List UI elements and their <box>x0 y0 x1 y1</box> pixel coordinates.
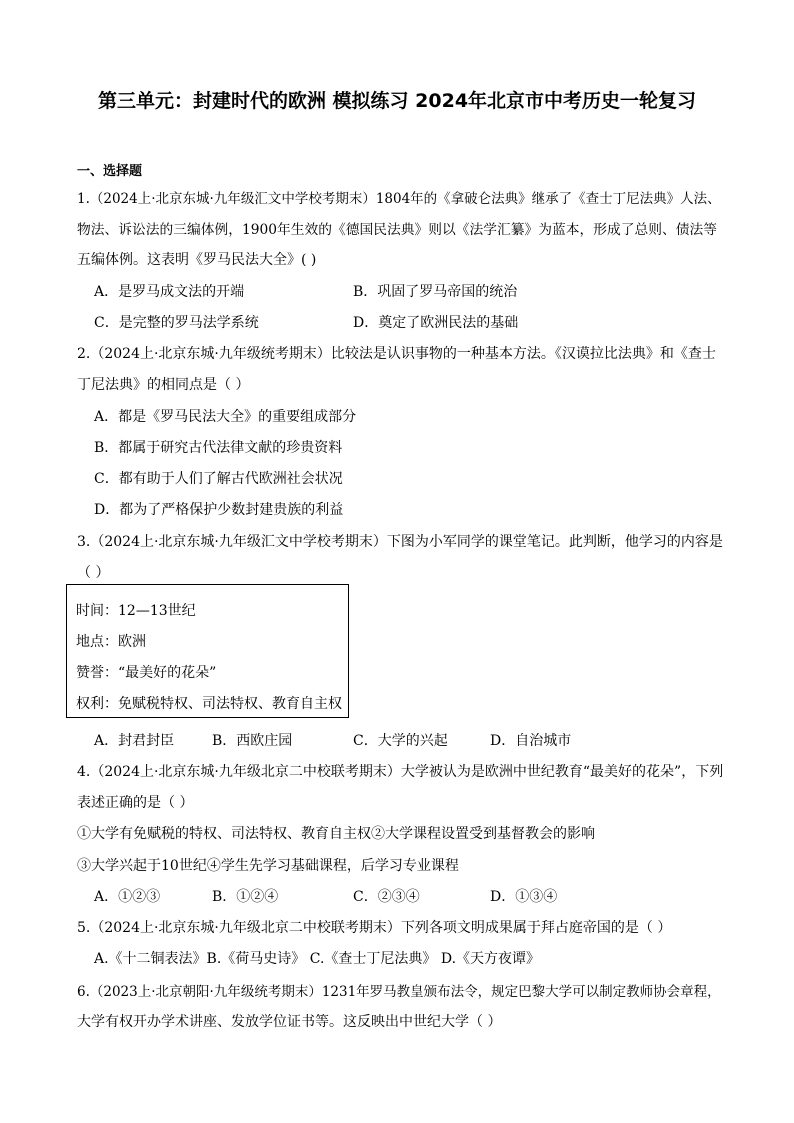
q1-stem-line2: 物法、诉讼法的三编体例，1900年生效的《德国民法典》则以《法学汇纂》为蓝本，形成了总则、债法等 <box>77 222 717 238</box>
q2-option-b[interactable]: B．都属于研究古代法律文献的珍贵资料 <box>94 440 343 456</box>
q1-option-d[interactable]: D．奠定了欧洲民法的基础 <box>353 315 519 331</box>
q2-option-d[interactable]: D．都为了严格保护少数封建贵族的利益 <box>94 502 344 518</box>
class-notes-box <box>66 584 349 718</box>
page-title: 第三单元：封建时代的欧洲 模拟练习 2024年北京市中考历史一轮复习 <box>97 90 697 112</box>
q6-stem-line1: 6.（2023上·北京朝阳·九年级统考期末）1231年罗马教皇颁布法令，规定巴黎大学可以制定教师协会章程， <box>77 984 721 1000</box>
q4-option-c[interactable]: C．②③④ <box>353 889 420 905</box>
q1-option-a[interactable]: A．是罗马成文法的开端 <box>94 284 245 300</box>
q4-option-d[interactable]: D．①③④ <box>490 889 558 905</box>
q2-option-a[interactable]: A．都是《罗马民法大全》的重要组成部分 <box>94 409 357 425</box>
q3-option-c[interactable]: C．大学的兴起 <box>353 733 448 749</box>
q1-stem-line3: 五编体例。这表明《罗马民法大全》( ) <box>77 252 317 268</box>
q6-stem-line2: 大学有权开办学术讲座、发放学位证书等。这反映出中世纪大学（ ） <box>77 1014 502 1030</box>
q3-option-b[interactable]: B．西欧庄园 <box>212 733 293 749</box>
q3-option-d[interactable]: D．自治城市 <box>490 733 572 749</box>
q3-stem-line2: （ ） <box>77 565 110 581</box>
q1-stem-line1: 1.（2024上·北京东城·九年级汇文中学校考期末）1804年的《拿破仑法典》继承了《查士丁尼法典》人法、 <box>77 191 721 207</box>
q3-stem-line1: 3.（2024上·北京东城·九年级汇文中学校考期末）下图为小军同学的课堂笔记。此判断，他学习的内容是 <box>77 534 723 550</box>
notes-place: 地点：欧洲 <box>76 634 146 650</box>
q4-option-b[interactable]: B．①②④ <box>212 889 279 905</box>
q1-option-b[interactable]: B．巩固了罗马帝国的统治 <box>353 284 518 300</box>
q4-stem-line1: 4.（2024上·北京东城·九年级北京二中校联考期末）大学被认为是欧洲中世纪教育“最美好的花朵”，下列 <box>77 764 724 780</box>
notes-rights: 权利：免赋税特权、司法特权、教育自主权 <box>76 696 342 712</box>
q4-statement-3-4: ③大学兴起于10世纪④学生先学习基础课程，后学习专业课程 <box>77 858 459 874</box>
q2-option-c[interactable]: C．都有助于人们了解古代欧洲社会状况 <box>94 471 343 487</box>
q2-stem-line1: 2.（2024上·北京东城·九年级统考期末）比较法是认识事物的一种基本方法。《汉谟拉比法典》和《查士 <box>77 346 716 362</box>
section-heading: 一、选择题 <box>77 164 143 179</box>
notes-praise: 赞誉：“最美好的花朵” <box>76 665 217 681</box>
q4-statement-1-2: ①大学有免赋税的特权、司法特权、教育自主权②大学课程设置受到基督教会的影响 <box>77 826 595 842</box>
q4-stem-line2: 表述正确的是（ ） <box>77 795 194 811</box>
q2-stem-line2: 丁尼法典》的相同点是（ ） <box>77 377 250 393</box>
q5-stem-line1: 5.（2024上·北京东城·九年级北京二中校联考期末）下列各项文明成果属于拜占庭帝国的是（ ） <box>77 920 672 936</box>
q1-option-c[interactable]: C．是完整的罗马法学系统 <box>94 315 259 331</box>
notes-time: 时间：12—13世纪 <box>76 603 196 619</box>
q4-option-a[interactable]: A．①②③ <box>94 889 161 905</box>
q3-option-a[interactable]: A．封君封臣 <box>94 733 175 749</box>
q5-options[interactable]: A.《十二铜表法》B.《荷马史诗》 C.《查士丁尼法典》 D.《天方夜谭》 <box>94 951 541 967</box>
